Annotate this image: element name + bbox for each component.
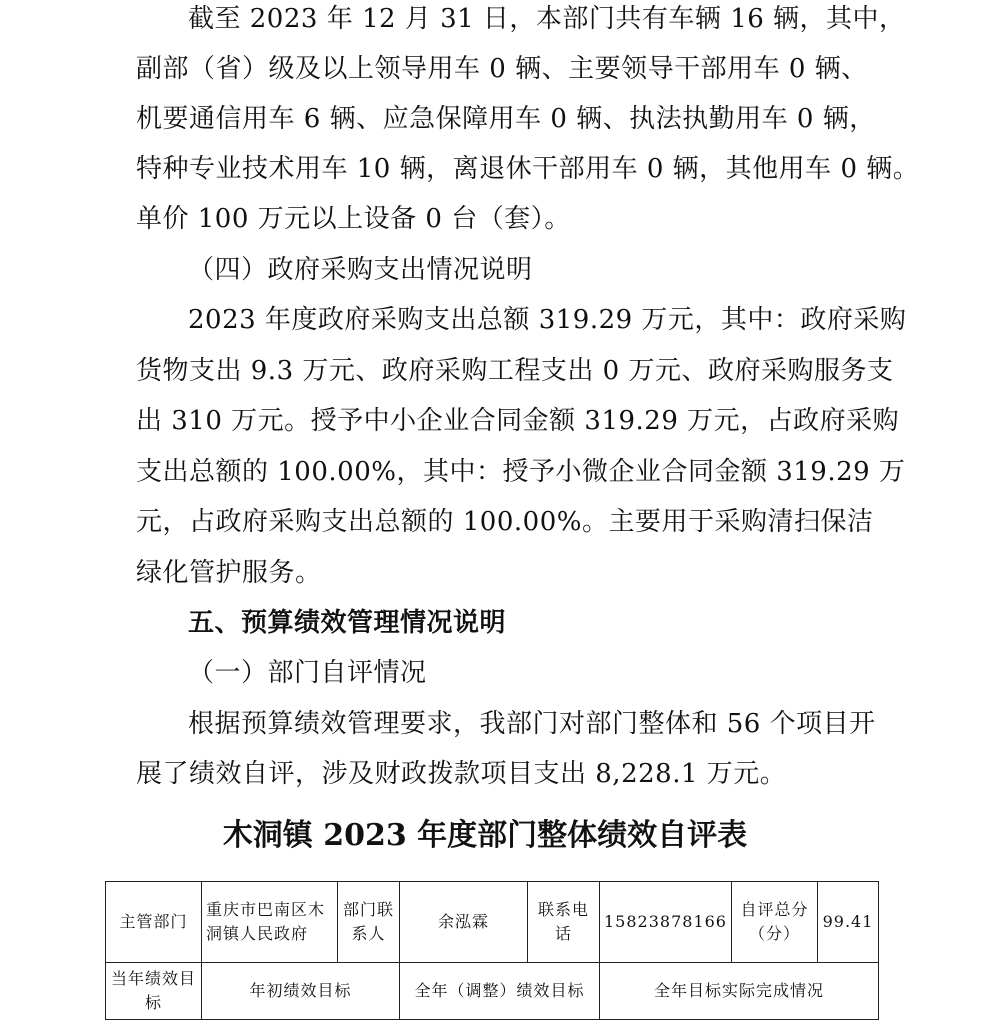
paragraph-line: 展了绩效自评，涉及财政拨款项目支出 8,228.1 万元。 [136,759,787,789]
adjusted-goal-header: 全年（调整）绩效目标 [400,963,600,1020]
paragraph-line: 出 310 万元。授予中小企业合同金额 319.29 万元，占政府采购 [136,406,900,436]
score-label-cell: 自评总分（分） [731,882,817,963]
dept-label-cell: 主管部门 [106,882,202,963]
contact-label-cell: 部门联系人 [338,882,400,963]
paragraph-line: 根据预算绩效管理要求，我部门对部门整体和 56 个项目开 [188,709,876,739]
paragraph-line: 截至 2023 年 12 月 31 日，本部门共有车辆 16 辆，其中， [188,4,906,34]
dept-value-cell: 重庆市巴南区木洞镇人民政府 [202,882,338,963]
goal-label-cell: 当年绩效目标 [106,963,202,1020]
paragraph-line: 单价 100 万元以上设备 0 台（套）。 [136,204,571,234]
phone-value-cell: 15823878166 [600,882,732,963]
table-row [106,963,879,1020]
subsection-heading: （一）部门自评情况 [188,658,427,688]
paragraph-line: 绿化管护服务。 [136,558,322,588]
contact-value-cell: 余泓霖 [400,882,528,963]
paragraph-line: 副部（省）级及以上领导用车 0 辆、主要领导干部用车 0 辆、 [136,54,868,84]
performance-table [105,881,879,1020]
paragraph-line: 机要通信用车 6 辆、应急保障用车 0 辆、执法执勤用车 0 辆， [136,104,876,134]
section-heading: （四）政府采购支出情况说明 [188,255,533,285]
actual-completion-header: 全年目标实际完成情况 [600,963,879,1020]
phone-label-cell: 联系电话 [528,882,600,963]
initial-goal-header: 年初绩效目标 [202,963,400,1020]
paragraph-line: 2023 年度政府采购支出总额 319.29 万元，其中：政府采购 [188,305,907,335]
paragraph-line: 支出总额的 100.00%，其中：授予小微企业合同金额 319.29 万 [136,457,906,487]
table-title: 木洞镇 2023 年度部门整体绩效自评表 [222,818,748,853]
score-value-cell: 99.41 [817,882,878,963]
paragraph-line: 货物支出 9.3 万元、政府采购工程支出 0 万元、政府采购服务支 [136,356,894,386]
table-row [106,882,879,963]
section-heading: 五、预算绩效管理情况说明 [188,608,507,638]
paragraph-line: 元，占政府采购支出总额的 100.00%。主要用于采购清扫保洁 [136,507,874,537]
paragraph-line: 特种专业技术用车 10 辆，离退休干部用车 0 辆，其他用车 0 辆。 [136,154,920,184]
